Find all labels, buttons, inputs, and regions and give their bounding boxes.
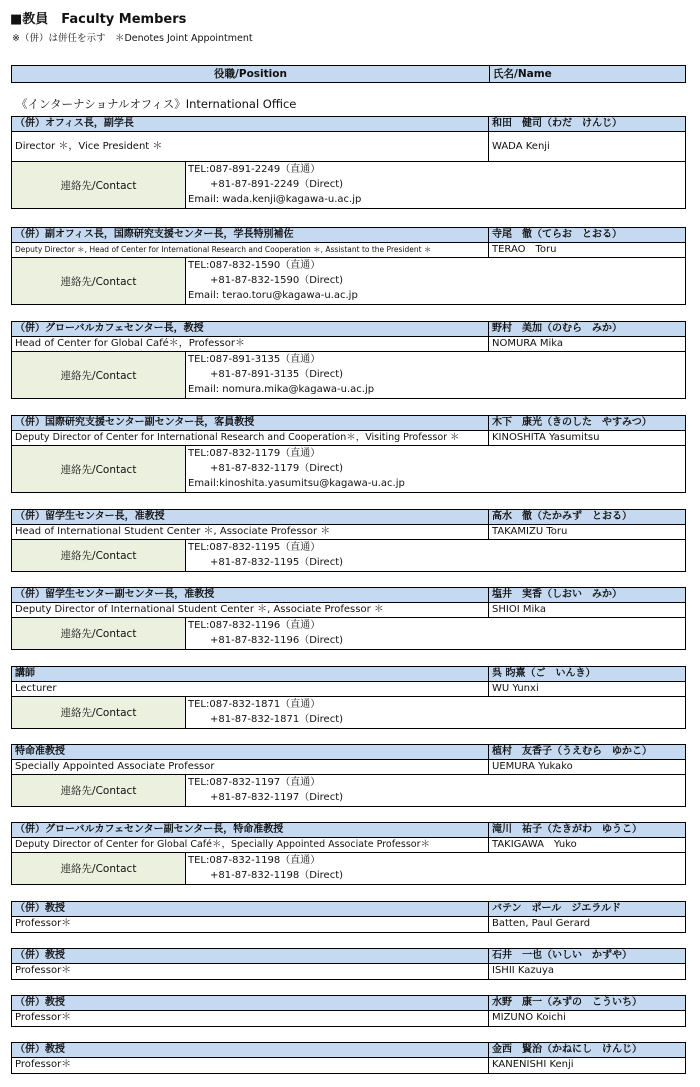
faculty-sub-row xyxy=(12,917,685,932)
contact-details xyxy=(186,853,685,884)
contact-row xyxy=(12,775,685,806)
contact-details xyxy=(186,775,685,806)
name-en: TAKAMIZU Toru xyxy=(492,526,568,537)
faculty-title-row xyxy=(12,228,685,243)
name-en: MIZUNO Koichi xyxy=(492,1012,566,1023)
contact-details xyxy=(186,618,685,649)
faculty-block xyxy=(11,995,686,1027)
contact-row xyxy=(12,853,685,884)
faculty-block xyxy=(11,415,686,493)
position-ja: （併）オフィス長，副学長 xyxy=(12,117,489,131)
position-ja: （併）グローバルカフェセンター長，教授 xyxy=(12,322,489,336)
contact-row xyxy=(12,446,685,492)
faculty-sub-row xyxy=(12,964,685,979)
name-en: WU Yunxi xyxy=(492,683,539,694)
contact-label: 連絡先/Contact xyxy=(12,446,186,492)
contact-row xyxy=(12,618,685,649)
position-en: Professor＊ xyxy=(12,917,489,932)
position-en: Deputy Director of International Student Center ＊, Associate Professor ＊ xyxy=(12,603,489,617)
contact-row xyxy=(12,162,685,208)
contact-label: 連絡先/Contact xyxy=(12,352,186,398)
name-en: KANENISHI Kenji xyxy=(492,1059,574,1070)
name-ja: 寺尾 徹（てらお とおる） xyxy=(492,229,622,240)
faculty-title-row xyxy=(12,996,685,1011)
faculty-block xyxy=(11,116,686,209)
faculty-title-row xyxy=(12,667,685,682)
faculty-block xyxy=(11,509,686,572)
name-en: TERAO Toru xyxy=(492,244,557,255)
faculty-title-row xyxy=(12,745,685,760)
contact-label: 連絡先/Contact xyxy=(12,618,186,649)
faculty-sub-row xyxy=(12,525,685,540)
faculty-title-row xyxy=(12,823,685,838)
name-en: ISHII Kazuya xyxy=(492,965,555,976)
contact-details xyxy=(186,446,685,492)
name-en: WADA Kenji xyxy=(492,141,550,152)
tel-direct-line: +81-87-832-1590（Direct) xyxy=(210,275,344,286)
faculty-sub-row xyxy=(12,243,685,258)
email-link[interactable]: Email: terao.toru@kagawa-u.ac.jp xyxy=(188,290,358,301)
table-header xyxy=(11,65,686,83)
contact-label: 連絡先/Contact xyxy=(12,540,186,571)
contact-label: 連絡先/Contact xyxy=(12,775,186,806)
name-ja: 石井 一也（いしい かずや） xyxy=(492,950,632,961)
name-ja: 木下 康光（きのした やすみつ） xyxy=(492,417,652,428)
position-en: Deputy Director of Center for Global Café＊，Specially Appointed Associate Professor＊ xyxy=(12,838,489,852)
faculty-sub-row xyxy=(12,1058,685,1073)
name-en: UEMURA Yukako xyxy=(492,761,573,772)
position-ja: （併）教授 xyxy=(12,902,489,916)
faculty-block xyxy=(11,587,686,650)
contact-details xyxy=(186,540,685,571)
faculty-sub-row xyxy=(12,603,685,618)
position-en: Deputy Director ＊, Head of Center for International Research and Cooperation ＊, Assistant to the President ＊ xyxy=(12,243,489,257)
faculty-block xyxy=(11,321,686,399)
position-en: Head of International Student Center ＊, Associate Professor ＊ xyxy=(12,525,489,539)
faculty-sub-row xyxy=(12,337,685,352)
tel-direct-line: +81-87-832-1197（Direct) xyxy=(210,792,344,803)
tel-line: TEL:087-832-1198（直通） xyxy=(188,855,321,866)
faculty-title-row xyxy=(12,588,685,603)
tel-direct-line: +81-87-832-1196（Direct) xyxy=(210,635,344,646)
faculty-block xyxy=(11,901,686,933)
position-ja: 講師 xyxy=(12,667,489,681)
tel-line: TEL:087-832-1197（直通） xyxy=(188,777,321,788)
name-column-header: 氏名/Name xyxy=(493,68,552,80)
contact-row xyxy=(12,258,685,304)
position-en: Deputy Director of Center for International Research and Cooperation＊，Visiting Professor ＊ xyxy=(12,431,489,445)
page-note: ※（併）は併任を示す ＊Denotes Joint Appointment xyxy=(12,33,253,44)
tel-line: TEL:087-891-3135（直通） xyxy=(188,354,321,365)
name-ja: 滝川 祐子（たきがわ ゆうこ） xyxy=(492,824,642,835)
contact-label: 連絡先/Contact xyxy=(12,162,186,208)
faculty-block xyxy=(11,1042,686,1074)
faculty-title-row xyxy=(12,510,685,525)
faculty-sub-row xyxy=(12,132,685,162)
name-ja: バテン ポール ジエラルド xyxy=(492,903,621,914)
name-en: Batten, Paul Gerard xyxy=(492,918,591,929)
email-link[interactable]: Email:kinoshita.yasumitsu@kagawa-u.ac.jp xyxy=(188,478,405,489)
faculty-sub-row xyxy=(12,682,685,697)
tel-line: TEL:087-891-2249（直通） xyxy=(188,164,321,175)
position-en: Professor＊ xyxy=(12,1011,489,1026)
name-en: NOMURA Mika xyxy=(492,338,564,349)
position-en: Professor＊ xyxy=(12,964,489,979)
faculty-block xyxy=(11,227,686,305)
page-title: ■教員 Faculty Members xyxy=(10,12,187,27)
tel-direct-line: +81-87-832-1198（Direct) xyxy=(210,870,344,881)
name-en: KINOSHITA Yasumitsu xyxy=(492,432,600,443)
name-ja: 塩井 実香（しおい みか） xyxy=(492,589,622,600)
faculty-title-row xyxy=(12,322,685,337)
email-link[interactable]: Email: wada.kenji@kagawa-u.ac.jp xyxy=(188,194,362,205)
email-link[interactable]: Email: nomura.mika@kagawa-u.ac.jp xyxy=(188,384,375,395)
position-en: Specially Appointed Associate Professor xyxy=(12,760,489,774)
contact-label: 連絡先/Contact xyxy=(12,697,186,728)
position-ja: （併）留学生センター副センター長，准教授 xyxy=(12,588,489,602)
position-ja: （併）国際研究支援センター副センター長，客員教授 xyxy=(12,416,489,430)
position-ja: （併）教授 xyxy=(12,996,489,1010)
position-en: Director ＊，Vice President ＊ xyxy=(12,132,489,161)
faculty-title-row xyxy=(12,1043,685,1058)
contact-label: 連絡先/Contact xyxy=(12,258,186,304)
name-en: SHIOI Mika xyxy=(492,604,546,615)
faculty-title-row xyxy=(12,416,685,431)
faculty-block xyxy=(11,822,686,885)
tel-line: TEL:087-832-1871（直通） xyxy=(188,699,321,710)
faculty-title-row xyxy=(12,902,685,917)
name-ja: 金西 賢治（かねにし けんじ） xyxy=(492,1044,642,1055)
tel-line: TEL:087-832-1195（直通） xyxy=(188,542,321,553)
tel-direct-line: +81-87-832-1195（Direct) xyxy=(210,557,344,568)
position-en: Professor＊ xyxy=(12,1058,489,1073)
faculty-title-row xyxy=(12,117,685,132)
office-title: 《インターナショナルオフィス》International Office xyxy=(16,97,297,111)
faculty-sub-row xyxy=(12,431,685,446)
name-ja: 植村 友香子（うえむら ゆかこ） xyxy=(492,746,652,757)
faculty-title-row xyxy=(12,949,685,964)
contact-row xyxy=(12,540,685,571)
contact-details xyxy=(186,697,685,728)
name-ja: 野村 美加（のむら みか） xyxy=(492,323,622,334)
faculty-sub-row xyxy=(12,760,685,775)
position-en: Head of Center for Global Café＊，Professor＊ xyxy=(12,337,489,351)
tel-direct-line: +81-87-832-1871（Direct) xyxy=(210,714,344,725)
faculty-sub-row xyxy=(12,838,685,853)
name-ja: 呉 昀熹（ご いんき） xyxy=(492,668,596,679)
tel-line: TEL:087-832-1196（直通） xyxy=(188,620,321,631)
faculty-block xyxy=(11,744,686,807)
faculty-sub-row xyxy=(12,1011,685,1026)
position-ja: （併）グローバルカフェセンター副センター長，特命准教授 xyxy=(12,823,489,837)
name-en: TAKIGAWA Yuko xyxy=(492,839,577,850)
faculty-block xyxy=(11,948,686,980)
contact-details xyxy=(186,258,685,304)
contact-details xyxy=(186,352,685,398)
tel-direct-line: +81-87-832-1179（Direct) xyxy=(210,463,344,474)
contact-row xyxy=(12,352,685,398)
faculty-block xyxy=(11,666,686,729)
position-ja: （併）教授 xyxy=(12,1043,489,1057)
tel-direct-line: +81-87-891-2249（Direct) xyxy=(210,179,344,190)
tel-line: TEL:087-832-1590（直通） xyxy=(188,260,321,271)
position-column-header: 役職/Position xyxy=(12,66,490,82)
name-ja: 水野 康一（みずの こういち） xyxy=(492,997,642,1008)
position-ja: （併）留学生センター長，准教授 xyxy=(12,510,489,524)
position-ja: （併）副オフィス長，国際研究支援センター長，学長特別補佐 xyxy=(12,228,489,242)
contact-row xyxy=(12,697,685,728)
position-ja: （併）教授 xyxy=(12,949,489,963)
name-ja: 高水 徹（たかみず とおる） xyxy=(492,511,632,522)
contact-details xyxy=(186,162,685,208)
tel-line: TEL:087-832-1179（直通） xyxy=(188,448,321,459)
position-ja: 特命准教授 xyxy=(12,745,489,759)
tel-direct-line: +81-87-891-3135（Direct) xyxy=(210,369,344,380)
name-ja: 和田 健司（わだ けんじ） xyxy=(492,118,622,129)
contact-label: 連絡先/Contact xyxy=(12,853,186,884)
position-en: Lecturer xyxy=(12,682,489,696)
